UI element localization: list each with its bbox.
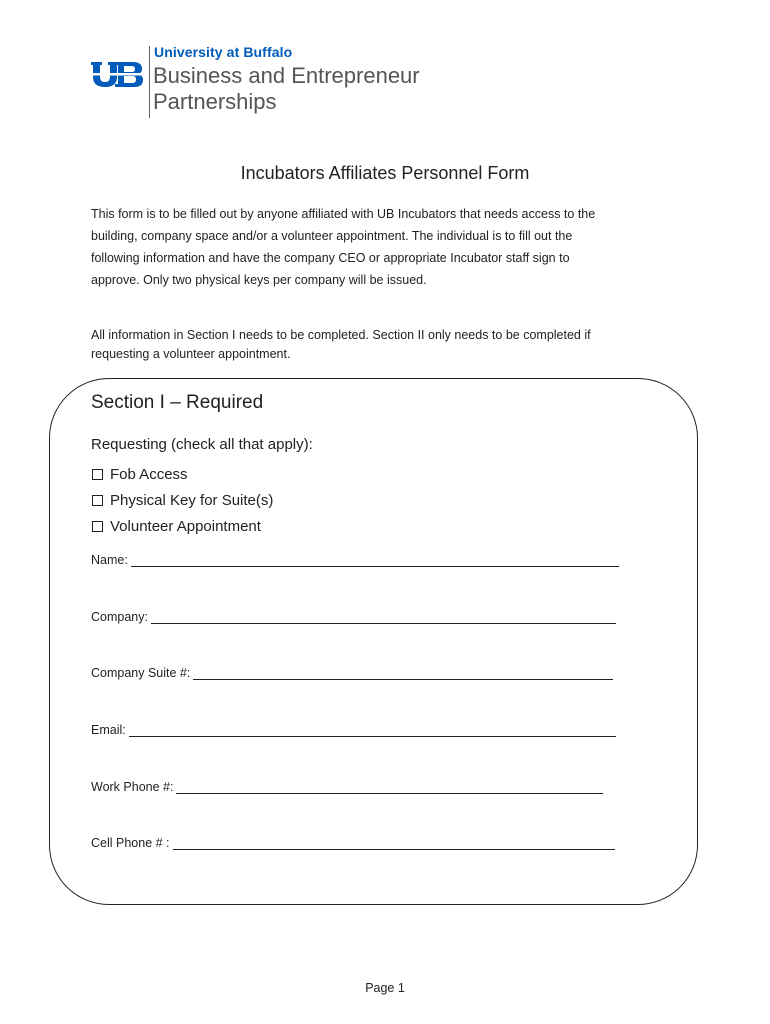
note-line: requesting a volunteer appointment. xyxy=(91,347,291,361)
checkbox-icon[interactable] xyxy=(92,521,103,532)
checkbox-icon[interactable] xyxy=(92,469,103,480)
suite-field-row xyxy=(91,665,613,680)
option-label: Fob Access xyxy=(110,465,188,483)
requesting-label: Requesting (check all that apply): xyxy=(91,436,313,453)
university-name: University at Buffalo xyxy=(154,44,293,60)
request-options xyxy=(91,461,273,539)
logo-divider xyxy=(149,46,150,118)
ub-logo-mark-icon xyxy=(90,60,144,88)
suite-label: Company Suite #: xyxy=(91,666,191,680)
form-title: Incubators Affiliates Personnel Form xyxy=(240,163,530,183)
checkbox-icon[interactable] xyxy=(92,495,103,506)
work-phone-input-line[interactable] xyxy=(176,779,603,794)
name-field-row xyxy=(91,552,619,567)
email-input-line[interactable] xyxy=(129,722,616,737)
page-number: Page 1 xyxy=(365,981,405,995)
work-phone-label: Work Phone #: xyxy=(91,780,174,794)
name-input-line[interactable] xyxy=(131,552,619,567)
intro-line: This form is to be filled out by anyone affiliated with UB Incubators that needs access to the xyxy=(91,207,596,221)
note-line: All information in Section I needs to be completed. Section II only needs to be completed if xyxy=(91,328,591,342)
option-label: Physical Key for Suite(s) xyxy=(110,491,274,509)
section-1-title: Section I – Required xyxy=(91,392,264,413)
work-phone-field-row xyxy=(91,779,603,794)
cell-phone-field-row xyxy=(91,835,615,850)
department-name xyxy=(153,63,420,115)
option-fob-access[interactable] xyxy=(91,461,273,487)
section-1-box xyxy=(49,378,698,905)
cell-phone-label: Cell Phone # : xyxy=(91,836,170,850)
email-label: Email: xyxy=(91,723,126,737)
intro-paragraph xyxy=(91,203,671,291)
intro-line: following information and have the company CEO or appropriate Incubator staff sign to xyxy=(91,251,570,265)
option-physical-key[interactable] xyxy=(91,487,273,513)
company-field-row xyxy=(91,609,616,624)
cell-phone-input-line[interactable] xyxy=(173,835,615,850)
department-line-2: Partnerships xyxy=(153,89,277,114)
section-note xyxy=(91,326,671,364)
option-label: Volunteer Appointment xyxy=(110,517,261,535)
company-label: Company: xyxy=(91,610,148,624)
department-line-1: Business and Entrepreneur xyxy=(153,63,420,88)
suite-input-line[interactable] xyxy=(193,665,613,680)
intro-line: approve. Only two physical keys per company will be issued. xyxy=(91,273,427,287)
intro-line: building, company space and/or a volunteer appointment. The individual is to fill out the xyxy=(91,229,573,243)
name-label: Name: xyxy=(91,553,128,567)
email-field-row xyxy=(91,722,616,737)
company-input-line[interactable] xyxy=(151,609,616,624)
option-volunteer-appointment[interactable] xyxy=(91,513,273,539)
